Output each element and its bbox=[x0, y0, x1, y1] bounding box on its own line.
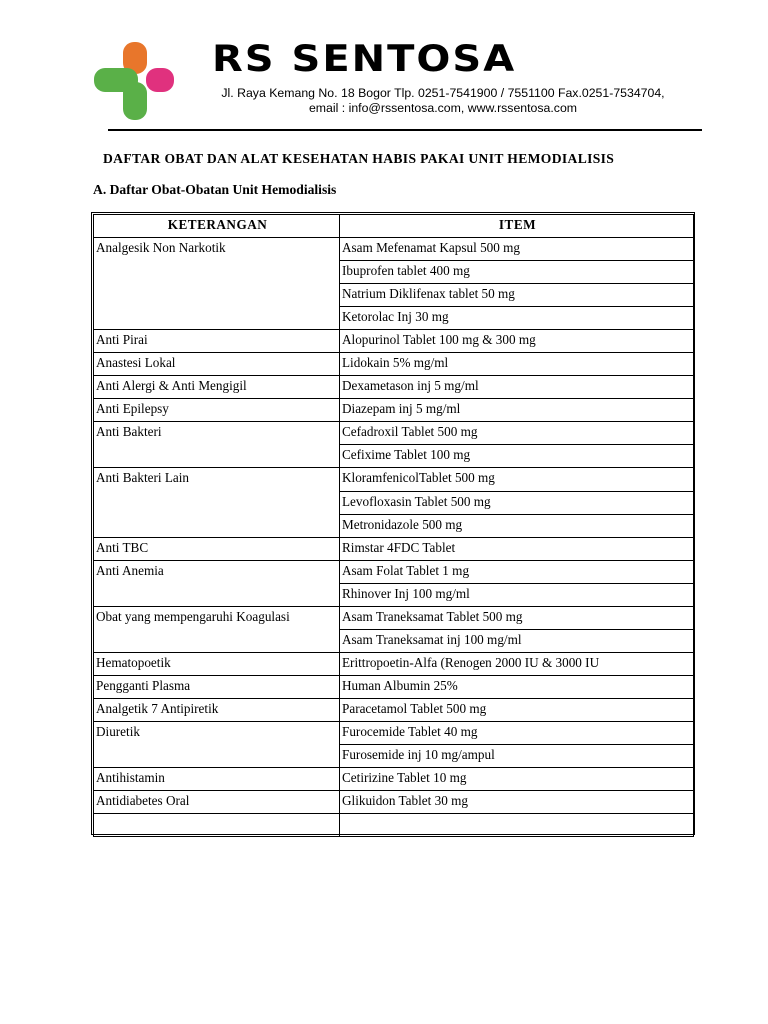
keterangan-cell bbox=[94, 284, 340, 307]
keterangan-cell: Hematopoetik bbox=[94, 652, 340, 675]
hospital-name: RS SENTOSA bbox=[212, 38, 517, 81]
table-row bbox=[94, 698, 694, 721]
table-row bbox=[94, 560, 694, 583]
logo-pink-arm bbox=[146, 68, 174, 92]
keterangan-cell: Anti Anemia bbox=[94, 560, 340, 583]
keterangan-cell bbox=[94, 261, 340, 284]
address-line-2: email : info@rssentosa.com, www.rssentosa.com bbox=[308, 100, 578, 115]
logo-green-arm-bottom bbox=[123, 82, 147, 120]
keterangan-cell: Anti Pirai bbox=[94, 330, 340, 353]
table-row bbox=[94, 491, 694, 514]
item-cell: Natrium Diklifenax tablet 50 mg bbox=[340, 284, 694, 307]
item-cell: Metronidazole 500 mg bbox=[340, 514, 694, 537]
keterangan-cell: Analgesik Non Narkotik bbox=[94, 238, 340, 261]
letterhead bbox=[0, 0, 768, 135]
item-cell: Glikuidon Tablet 30 mg bbox=[340, 791, 694, 814]
table-row bbox=[94, 606, 694, 629]
item-cell: Lidokain 5% mg/ml bbox=[340, 353, 694, 376]
keterangan-cell bbox=[94, 514, 340, 537]
item-cell: KloramfenicolTablet 500 mg bbox=[340, 468, 694, 491]
address-line-1: Jl. Raya Kemang No. 18 Bogor Tlp. 0251-7541900 / 7551100 Fax.0251-7534704, bbox=[221, 86, 665, 100]
table-row bbox=[94, 583, 694, 606]
table-row bbox=[94, 721, 694, 744]
table-row bbox=[94, 284, 694, 307]
keterangan-cell bbox=[94, 814, 340, 837]
table-row bbox=[94, 376, 694, 399]
table-header-row bbox=[94, 215, 694, 238]
item-cell: Rhinover Inj 100 mg/ml bbox=[340, 583, 694, 606]
keterangan-cell bbox=[94, 745, 340, 768]
item-cell: Asam Traneksamat Tablet 500 mg bbox=[340, 606, 694, 629]
item-cell: Cefixime Tablet 100 mg bbox=[340, 445, 694, 468]
keterangan-cell: Anti Alergi & Anti Mengigil bbox=[94, 376, 340, 399]
item-cell: Furocemide Tablet 40 mg bbox=[340, 721, 694, 744]
item-cell: Alopurinol Tablet 100 mg & 300 mg bbox=[340, 330, 694, 353]
keterangan-cell: Pengganti Plasma bbox=[94, 675, 340, 698]
keterangan-cell: Anti Epilepsy bbox=[94, 399, 340, 422]
table-row bbox=[94, 768, 694, 791]
item-cell bbox=[340, 814, 694, 837]
item-cell: Ibuprofen tablet 400 mg bbox=[340, 261, 694, 284]
hospital-address bbox=[178, 86, 708, 115]
table-body bbox=[94, 238, 694, 837]
keterangan-cell bbox=[94, 583, 340, 606]
item-cell: Paracetamol Tablet 500 mg bbox=[340, 698, 694, 721]
table-row bbox=[94, 537, 694, 560]
table-row bbox=[94, 238, 694, 261]
keterangan-cell: Analgetik 7 Antipiretik bbox=[94, 698, 340, 721]
medicine-table-frame bbox=[91, 212, 695, 835]
header-divider bbox=[108, 129, 702, 131]
item-cell: Asam Traneksamat inj 100 mg/ml bbox=[340, 629, 694, 652]
keterangan-cell: Anastesi Lokal bbox=[94, 353, 340, 376]
table-row bbox=[94, 261, 694, 284]
table-row bbox=[94, 629, 694, 652]
item-cell: Erittropoetin-Alfa (Renogen 2000 IU & 3000 IU bbox=[340, 652, 694, 675]
item-cell: Cetirizine Tablet 10 mg bbox=[340, 768, 694, 791]
table-row bbox=[94, 791, 694, 814]
keterangan-cell: Antihistamin bbox=[94, 768, 340, 791]
table-row bbox=[94, 399, 694, 422]
table-row bbox=[94, 745, 694, 768]
keterangan-cell bbox=[94, 491, 340, 514]
table-row bbox=[94, 445, 694, 468]
item-cell: Diazepam inj 5 mg/ml bbox=[340, 399, 694, 422]
keterangan-cell bbox=[94, 307, 340, 330]
item-cell: Rimstar 4FDC Tablet bbox=[340, 537, 694, 560]
hospital-logo bbox=[94, 42, 176, 122]
table-row bbox=[94, 514, 694, 537]
item-cell: Asam Mefenamat Kapsul 500 mg bbox=[340, 238, 694, 261]
keterangan-cell: Anti TBC bbox=[94, 537, 340, 560]
table-row bbox=[94, 330, 694, 353]
table-row bbox=[94, 652, 694, 675]
item-cell: Levofloxasin Tablet 500 mg bbox=[340, 491, 694, 514]
item-cell: Asam Folat Tablet 1 mg bbox=[340, 560, 694, 583]
keterangan-cell bbox=[94, 445, 340, 468]
header-item: ITEM bbox=[340, 215, 694, 238]
item-cell: Dexametason inj 5 mg/ml bbox=[340, 376, 694, 399]
header-keterangan: KETERANGAN bbox=[94, 215, 340, 238]
table-row bbox=[94, 675, 694, 698]
keterangan-cell bbox=[94, 629, 340, 652]
keterangan-cell: Anti Bakteri Lain bbox=[94, 468, 340, 491]
keterangan-cell: Antidiabetes Oral bbox=[94, 791, 340, 814]
keterangan-cell: Anti Bakteri bbox=[94, 422, 340, 445]
table-row bbox=[94, 422, 694, 445]
medicine-table bbox=[93, 214, 694, 837]
keterangan-cell: Obat yang mempengaruhi Koagulasi bbox=[94, 606, 340, 629]
section-title: A. Daftar Obat-Obatan Unit Hemodialisis bbox=[93, 182, 337, 197]
table-row bbox=[94, 353, 694, 376]
table-row bbox=[94, 814, 694, 837]
keterangan-cell: Diuretik bbox=[94, 721, 340, 744]
item-cell: Cefadroxil Tablet 500 mg bbox=[340, 422, 694, 445]
table-row bbox=[94, 468, 694, 491]
item-cell: Ketorolac Inj 30 mg bbox=[340, 307, 694, 330]
item-cell: Human Albumin 25% bbox=[340, 675, 694, 698]
item-cell: Furosemide inj 10 mg/ampul bbox=[340, 745, 694, 768]
document-title: DAFTAR OBAT DAN ALAT KESEHATAN HABIS PAKAI UNIT HEMODIALISIS bbox=[103, 151, 615, 166]
table-row bbox=[94, 307, 694, 330]
